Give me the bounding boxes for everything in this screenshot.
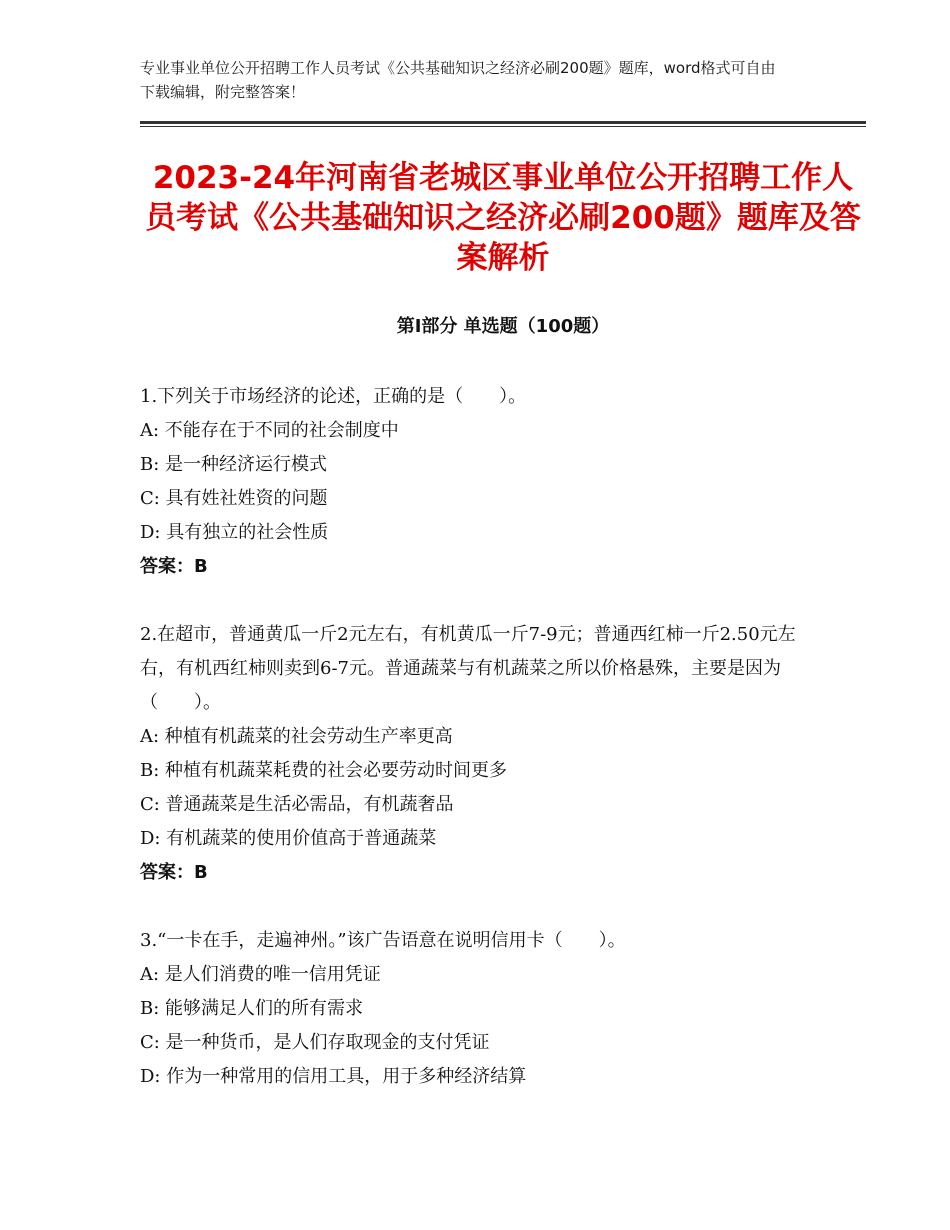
- section-heading: 第Ⅰ部分 单选题（100题）: [396, 316, 610, 337]
- option-c: C: 具有姓社姓资的问题: [140, 488, 328, 509]
- option-b: B: 能够满足人们的所有需求: [140, 998, 364, 1019]
- option-c: C: 是一种货币，是人们存取现金的支付凭证: [140, 1032, 490, 1053]
- option-a: A: 是人们消费的唯一信用凭证: [140, 964, 381, 985]
- question-3: [140, 924, 820, 1094]
- option-b: B: 种植有机蔬菜耗费的社会必要劳动时间更多: [140, 760, 508, 781]
- question-1: [140, 380, 820, 584]
- header-divider-thin: [140, 126, 866, 127]
- option-d: D: 具有独立的社会性质: [140, 522, 329, 543]
- question-stem: 2.在超市，普通黄瓜一斤2元左右，有机黄瓜一斤7-9元；普通西红柿一斤2.50元左右，有机西红柿则卖到6-7元。普通蔬菜与有机蔬菜之所以价格悬殊，主要是因为（ ）。: [140, 624, 796, 713]
- answer-label: 答案：B: [140, 556, 208, 577]
- question-stem: 3.“一卡在手，走遍神州。”该广告语意在说明信用卡（ ）。: [140, 930, 626, 951]
- header-divider-thick: [140, 121, 866, 124]
- question-2: [140, 618, 820, 890]
- document-title: 2023-24年河南省老城区事业单位公开招聘工作人员考试《公共基础知识之经济必刷200题》题库及答案解析: [145, 160, 861, 276]
- option-c: C: 普通蔬菜是生活必需品，有机蔬奢品: [140, 794, 454, 815]
- option-a: A: 种植有机蔬菜的社会劳动生产率更高: [140, 726, 453, 747]
- option-a: A: 不能存在于不同的社会制度中: [140, 420, 399, 441]
- question-stem: 1.下列关于市场经济的论述，正确的是（ ）。: [140, 386, 527, 407]
- option-d: D: 有机蔬菜的使用价值高于普通蔬菜: [140, 828, 437, 849]
- answer-label: 答案：B: [140, 862, 208, 883]
- question-list: [140, 380, 820, 1128]
- option-b: B: 是一种经济运行模式: [140, 454, 328, 475]
- header-note: 专业事业单位公开招聘工作人员考试《公共基础知识之经济必刷200题》题库，word格式可自由下载编辑，附完整答案！: [140, 59, 776, 101]
- option-d: D: 作为一种常用的信用工具，用于多种经济结算: [140, 1066, 527, 1087]
